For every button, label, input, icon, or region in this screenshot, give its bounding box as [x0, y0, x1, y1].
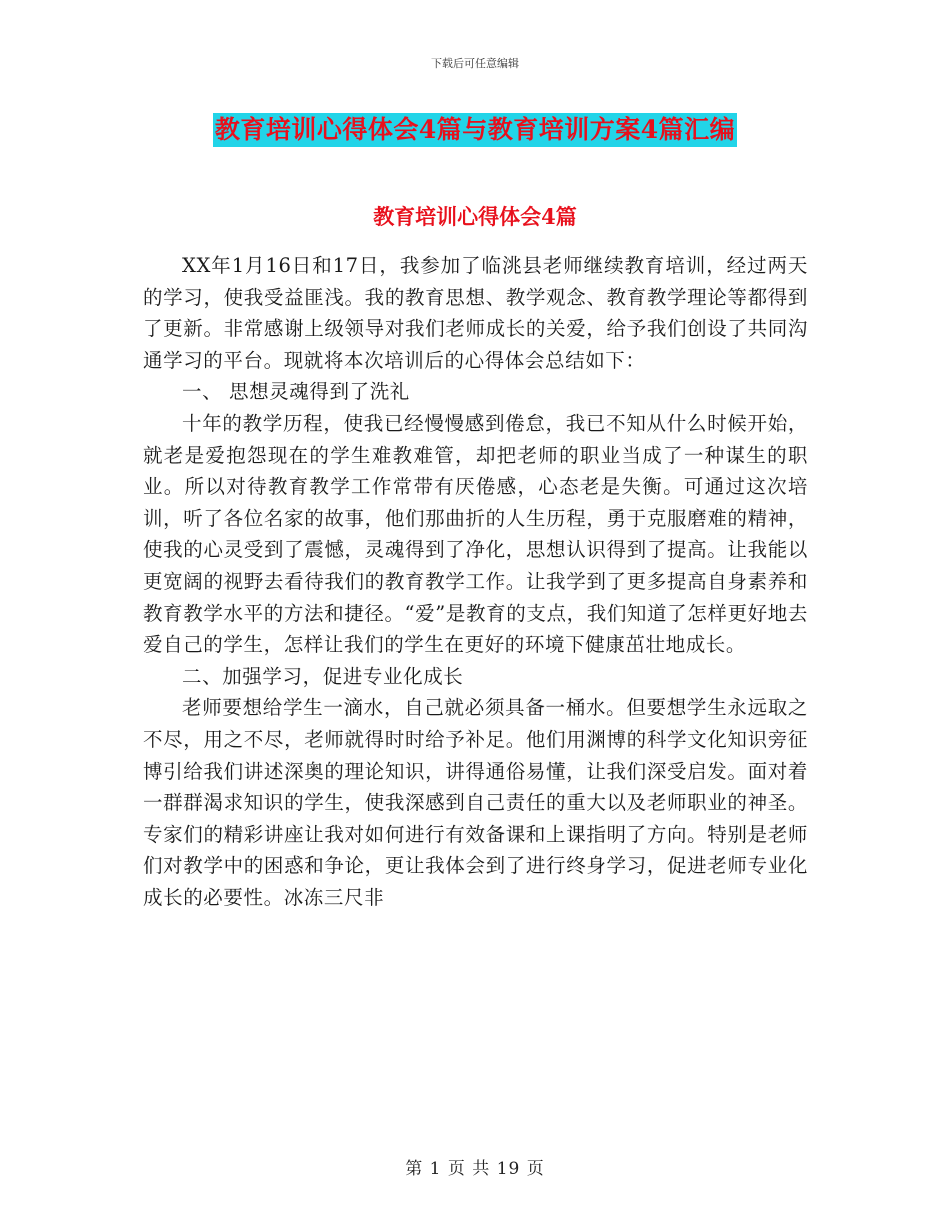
page-number-footer: 第 1 页 共 19 页 [405, 1159, 545, 1179]
page-header-note: 下载后可任意编辑 [431, 57, 519, 70]
document-title-text: 教育培训心得体会4篇与教育培训方案4篇汇编 [213, 113, 737, 147]
heading-two: 二、加强学习，促进专业化成长 [182, 664, 464, 688]
document-title [0, 113, 950, 147]
paragraph-intro: XX年1月16日和17日，我参加了临洮县老师继续教育培训，经过两天的学习，使我受益匪浅。我的教育思想、教学观念、教育教学理论等都得到了更新。非常感谢上级领导对我们老师成长的关爱，给予我们创设了共同沟通学习的平台。现就将本次培训后的心得体会总结如下： [143, 254, 808, 372]
document-body [143, 250, 808, 913]
heading-one: 一、 思想灵魂得到了洗礼 [182, 380, 410, 404]
paragraph-one: 十年的教学历程，使我已经慢慢感到倦怠，我已不知从什么时候开始，就老是爱抱怨现在的学生难教难管，却把老师的职业当成了一种谋生的职业。所以对待教育教学工作常带有厌倦感，心态老是失衡。可通过这次培训，听了各位名家的故事，他们那曲折的人生历程，勇于克服磨难的精神，使我的心灵受到了震憾，灵魂得到了净化，思想认识得到了提高。让我能以更宽阔的视野去看待我们的教育教学工作。让我学到了更多提高自身素养和教育教学水平的方法和捷径。“爱”是教育的支点，我们知道了怎样更好地去爱自己的学生，怎样让我们的学生在更好的环境下健康茁壮地成长。 [143, 411, 808, 657]
section-title: 教育培训心得体会4篇 [373, 204, 577, 229]
paragraph-two: 老师要想给学生一滴水，自己就必须具备一桶水。但要想学生永远取之不尽，用之不尽，老师就得时时给予补足。他们用渊博的科学文化知识旁征博引给我们讲述深奥的理论知识，讲得通俗易懂，让我们深受启发。面对着一群群渴求知识的学生，使我深感到自己责任的重大以及老师职业的神圣。专家们的精彩讲座让我对如何进行有效备课和上课指明了方向。特别是老师们对教学中的困惑和争论，更让我体会到了进行终身学习，促进老师专业化成长的必要性。冰冻三尺非 [143, 696, 808, 909]
